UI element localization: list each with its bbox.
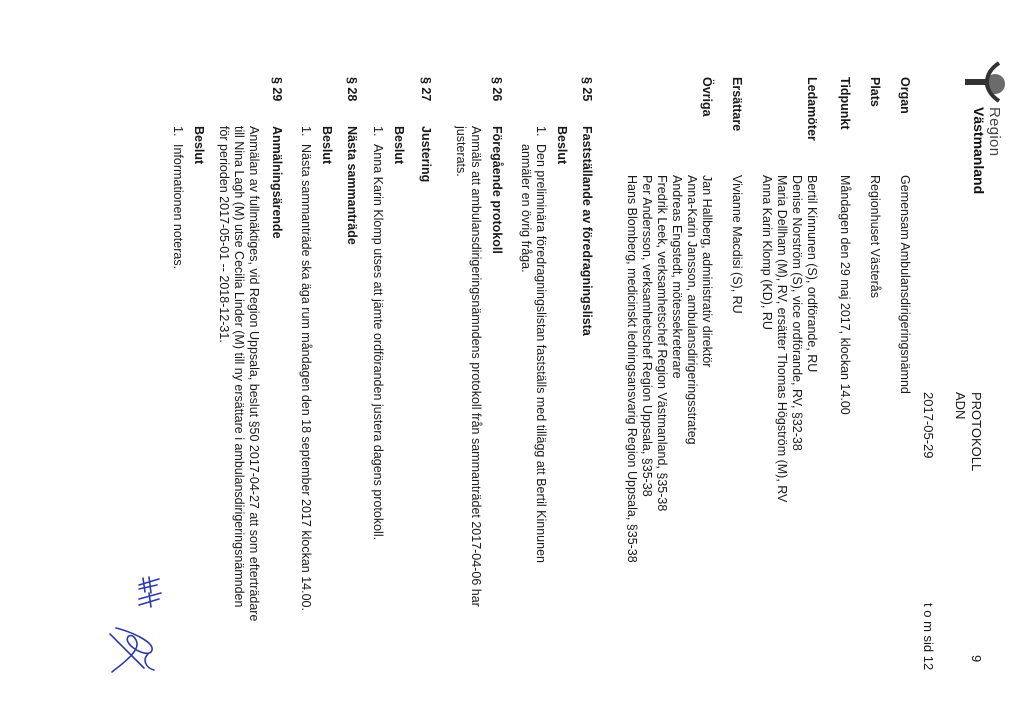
section-body-text: Anmäls att ambulansdirigeringsnämndens protokoll från sammanträdet 2017-04-06 har <box>469 126 483 607</box>
section-number: § 28 <box>345 77 359 102</box>
unit-code: ADN <box>953 392 968 420</box>
region-vastmanland-logo <box>963 61 1009 195</box>
plats-value: Regionhuset Västerås <box>868 175 882 298</box>
ledamot-item: Bertil Kinnunen (S), ordförande, RU <box>805 175 819 373</box>
plats-label: Plats <box>868 77 882 107</box>
ledamot-item: Maria Dellham (M), RV, ersätter Thomas Högström (M), RV <box>775 175 789 503</box>
section-body-text: för perioden 2017-05-01 -- 2018-12-31. <box>217 126 231 343</box>
page-number: 9 <box>969 655 984 663</box>
section-number: § 25 <box>580 77 594 102</box>
ovriga-item: Andreas Engstedt, mötessekreterare <box>670 175 684 379</box>
handwritten-initials-icon <box>133 575 167 609</box>
beslut-heading: Beslut <box>192 126 206 165</box>
beslut-heading: Beslut <box>555 126 569 165</box>
section-title: Anmälningsärende <box>270 126 284 239</box>
section-number: § 27 <box>419 77 433 102</box>
decision-text: Nästa sammanträde ska äga rum måndagen den 18 september 2017 klockan 14.00. <box>299 144 313 611</box>
handwritten-signature-icon <box>104 620 162 680</box>
tidpunkt-label: Tidpunkt <box>838 77 852 130</box>
page-range: t o m sid 12 <box>921 603 936 671</box>
section-title: Nästa sammanträde <box>345 126 359 245</box>
region-logo-icon <box>963 61 1009 103</box>
ledamoter-label: Ledamöter <box>805 77 819 141</box>
ersattare-item: Vivianne Macdisi (S), RU <box>730 175 744 314</box>
document-date: 2017-05-29 <box>921 392 936 459</box>
decision-text: anmäler en övrig fråga. <box>519 144 533 273</box>
section-title: Föregående protokoll <box>490 126 504 254</box>
section-body-text: justerats. <box>454 126 468 177</box>
list-number: 1. <box>371 126 385 137</box>
section-title: Justering <box>419 126 433 183</box>
ovriga-item: Hans Blomberg, medicinskt ledningsansvarig Region Uppsala, §35-38 <box>625 175 639 563</box>
ovriga-item: Anna-Karin Jansson, ambulansdirigeringsstrateg <box>685 175 699 445</box>
decision-text: Informationen noteras. <box>171 144 185 270</box>
ersattare-label: Ersättare <box>730 77 744 132</box>
document-type: PROTOKOLL <box>969 392 984 472</box>
list-number: 1. <box>171 126 185 137</box>
ledamot-item: Denise Norström (S), vice ordförande, RV, §32-38 <box>790 175 804 451</box>
ovriga-item: Fredrik Leek, verksamhetschef Region Västmanland, §35-38 <box>655 175 669 512</box>
logo-text-region: Region <box>986 107 1003 157</box>
section-number: § 29 <box>270 77 284 102</box>
logo-text-name: Västmanland <box>971 107 987 195</box>
ovriga-label: Övriga <box>700 77 714 117</box>
section-body-text: till Nina Lagh (M) utse Cecilia Linder (M) till ny ersättare i ambulansdirigeringsnämnden <box>232 126 246 608</box>
tidpunkt-value: Måndagen den 29 maj 2017, klockan 14.00 <box>838 175 852 415</box>
decision-text: Den preliminära föredragningslistan fastställs med tillägg att Bertil Kinnunen <box>534 144 548 563</box>
beslut-heading: Beslut <box>392 126 406 165</box>
section-body-text: Anmälan av fullmäktiges, vid Region Uppsala, beslut §50 2017-04-27 att som efterträdare <box>247 126 261 622</box>
beslut-heading: Beslut <box>320 126 334 165</box>
ledamot-item: Anna Karin Klomp (KD), RU <box>760 175 774 330</box>
ovriga-item: Per Andersson, verksamhetschef Region Uppsala, §35-38 <box>640 175 654 497</box>
list-number: 1. <box>534 126 548 137</box>
section-title: Fastställande av föredragningslista <box>580 126 594 336</box>
organ-label: Organ <box>898 77 912 114</box>
list-number: 1. <box>299 126 313 137</box>
organ-value: Gemensam Ambulansdirigeringsnämnd <box>898 175 912 394</box>
decision-text: Anna Karin Klomp utses att jämte ordföranden justera dagens protokoll. <box>371 144 385 541</box>
ovriga-item: Jan Hallberg, administrativ direktör <box>700 175 714 368</box>
section-number: § 26 <box>490 77 504 102</box>
